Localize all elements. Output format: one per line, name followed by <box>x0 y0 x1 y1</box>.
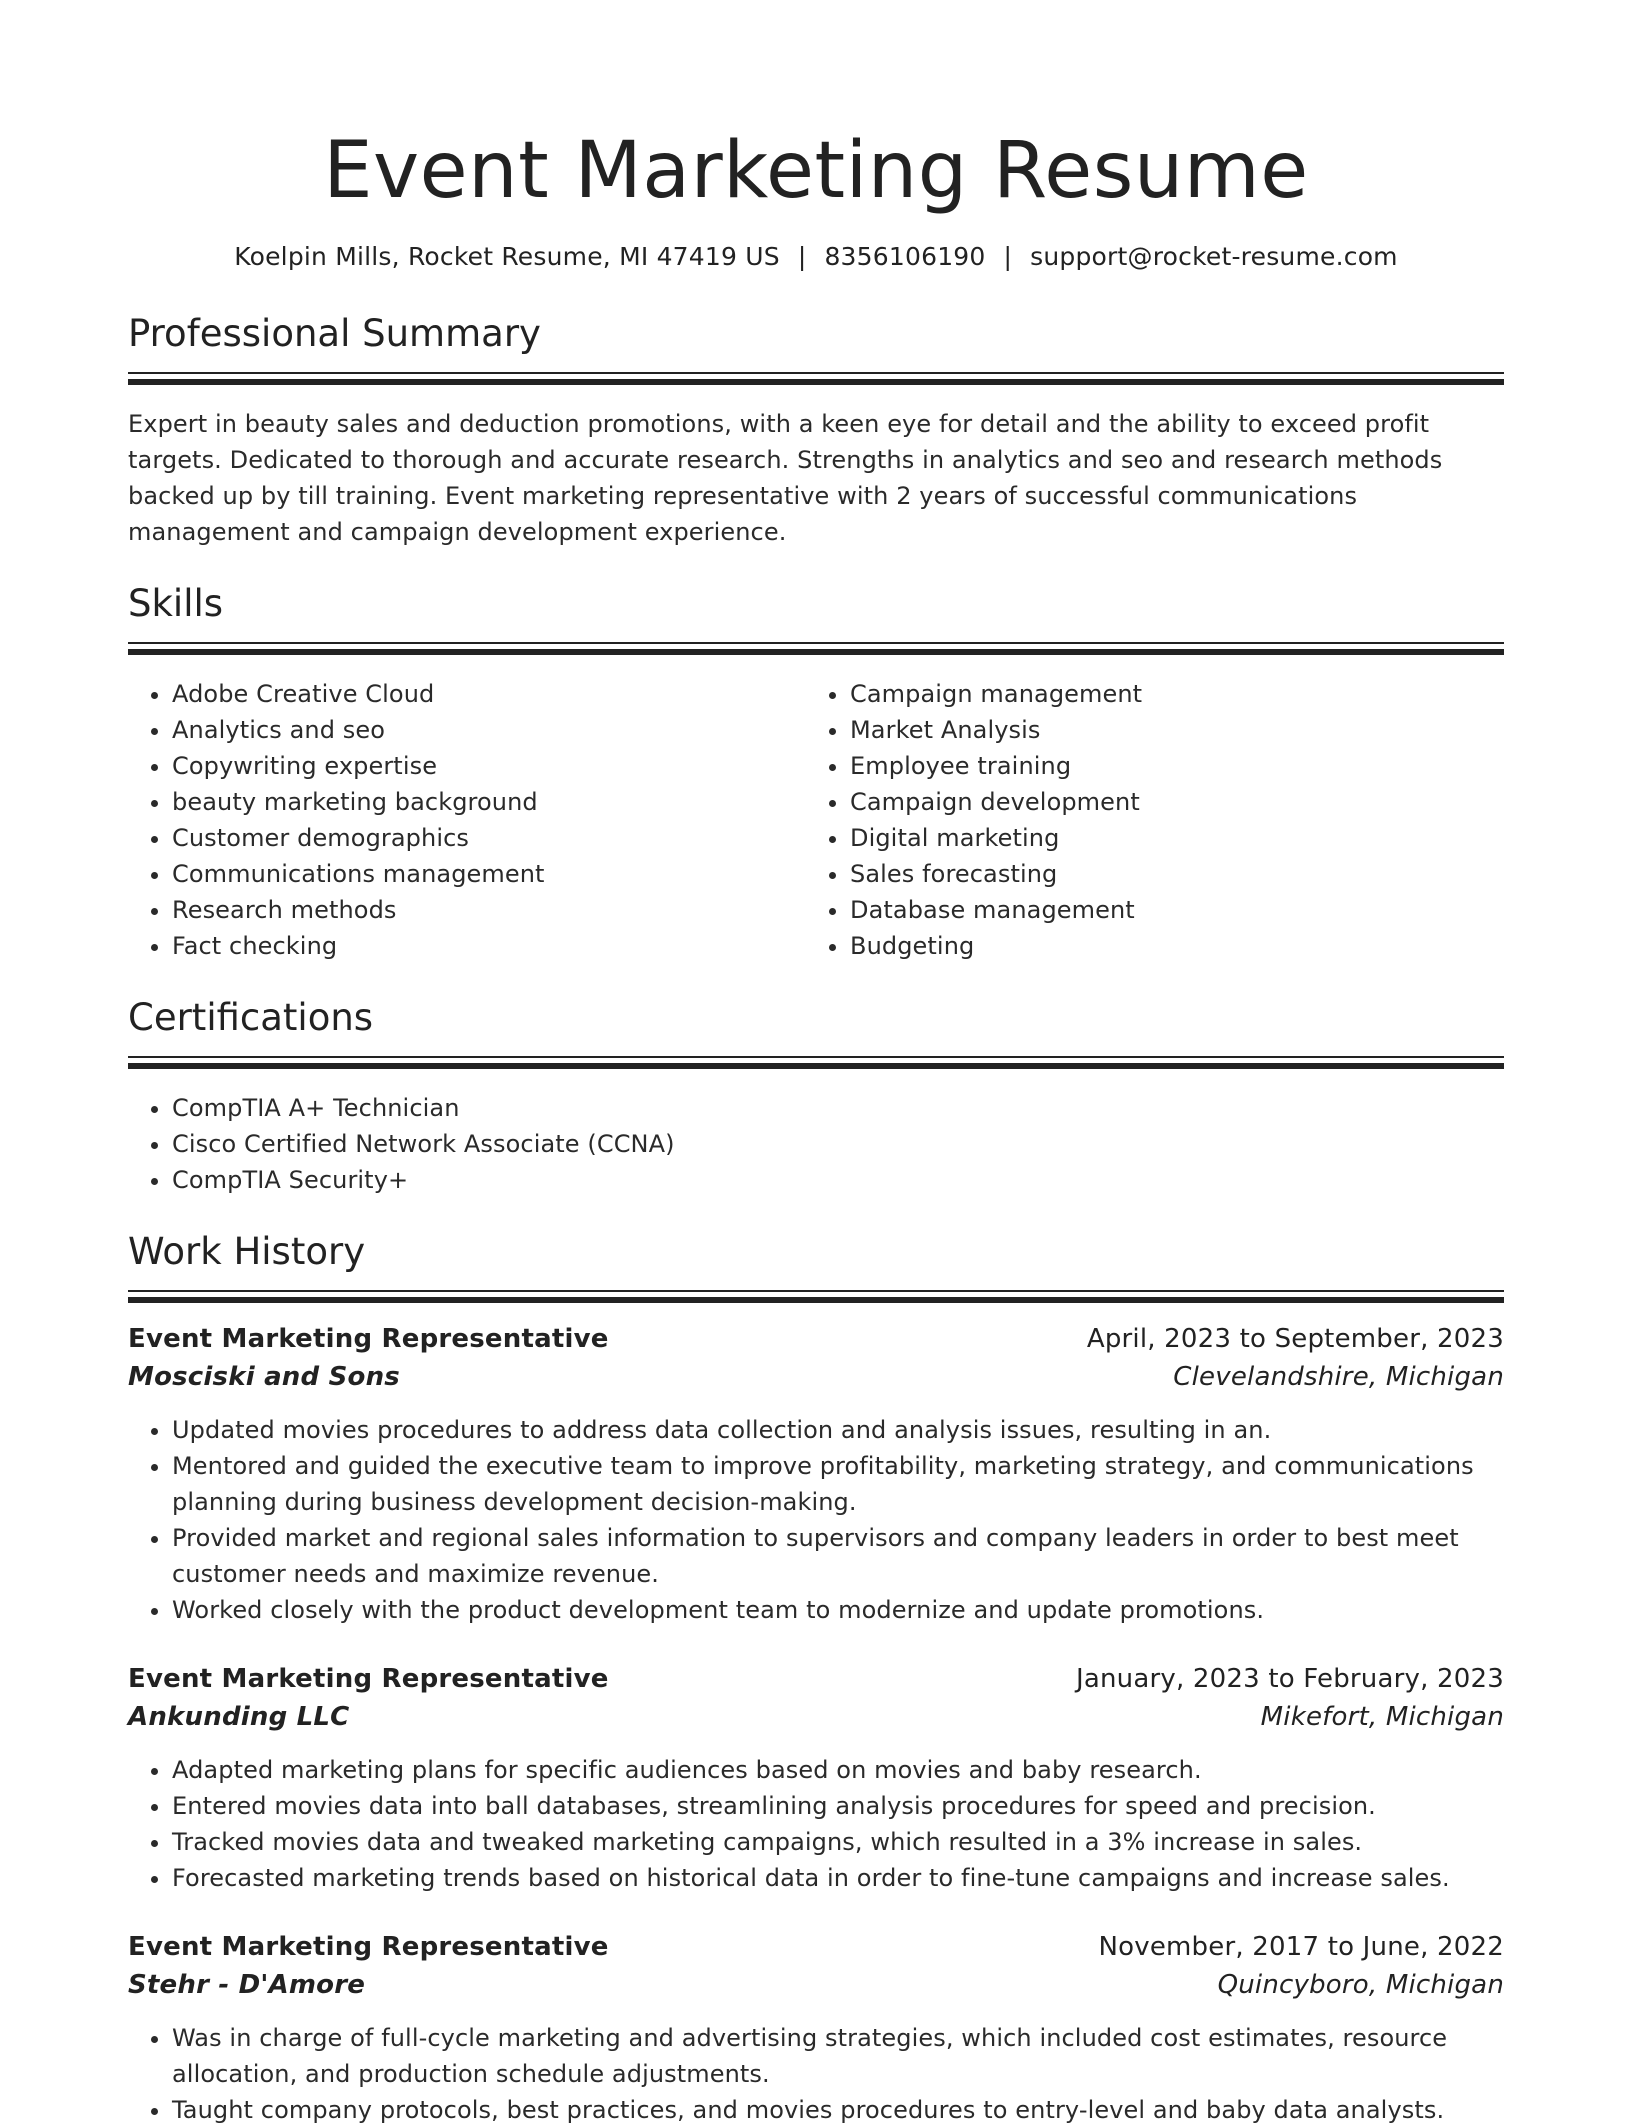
section-divider <box>128 642 1504 654</box>
contact-separator: | <box>1003 242 1013 271</box>
certification-item: • CompTIA Security+ <box>172 1162 1504 1198</box>
skill-item: • Research methods <box>172 892 806 928</box>
job-title: Event Marketing Representative <box>128 1324 609 1354</box>
skill-item: • Employee training <box>850 748 1484 784</box>
contact-line <box>128 240 1504 274</box>
job-dates: November, 2017 to June, 2022 <box>1098 1932 1504 1962</box>
skills-column-right <box>806 676 1484 964</box>
certifications-section <box>128 994 1504 1198</box>
job-dates: April, 2023 to September, 2023 <box>1086 1324 1504 1354</box>
skill-item: • Communications management <box>172 856 806 892</box>
job-company: Ankunding LLC <box>128 1702 350 1732</box>
job-bullet: • Taught company protocols, best practices, and movies procedures to entry-level and baby data analysts. <box>172 2092 1504 2128</box>
contact-separator: | <box>797 242 807 271</box>
skill-item: • Analytics and seo <box>172 712 806 748</box>
job-location: Clevelandshire, Michigan <box>1173 1362 1504 1392</box>
skill-item: • Customer demographics <box>172 820 806 856</box>
skills-heading: Skills <box>128 582 224 625</box>
skill-item: • Database management <box>850 892 1484 928</box>
summary-heading: Professional Summary <box>128 312 541 355</box>
job-bullet: • Forecasted marketing trends based on historical data in order to fine-tune campaigns and increase sales. <box>172 1860 1504 1896</box>
job-bullet: • Was in charge of full-cycle marketing and advertising strategies, which included cost estimates, resource allocation, and production schedule adjustments. <box>172 2020 1504 2092</box>
job-entry <box>128 1928 1504 2128</box>
job-company: Stehr - D'Amore <box>128 1970 366 2000</box>
contact-email: support@rocket-resume.com <box>1030 242 1398 271</box>
skill-item: • Campaign development <box>850 784 1484 820</box>
skill-item: • Adobe Creative Cloud <box>172 676 806 712</box>
section-divider <box>128 1056 1504 1068</box>
job-entry <box>128 1660 1504 1896</box>
skill-item: • Market Analysis <box>850 712 1484 748</box>
skill-item: • Sales forecasting <box>850 856 1484 892</box>
job-title: Event Marketing Representative <box>128 1664 609 1694</box>
job-title: Event Marketing Representative <box>128 1932 609 1962</box>
certifications-heading: Certifications <box>128 996 374 1039</box>
job-bullet: • Entered movies data into ball databases, streamlining analysis procedures for speed and precision. <box>172 1788 1504 1824</box>
skill-item: • Copywriting expertise <box>172 748 806 784</box>
summary-text: Expert in beauty sales and deduction promotions, with a keen eye for detail and the ability to exceed profit targets. Dedicated to thorough and accurate research. Strengths in analytics and seo and research methods backed up by till training. Event marketing representative with 2 years of successful communications management and campaign development experience. <box>128 410 1443 546</box>
skill-item: • Budgeting <box>850 928 1484 964</box>
skill-item: • beauty marketing background <box>172 784 806 820</box>
skill-item: • Fact checking <box>172 928 806 964</box>
work-history-section <box>128 1228 1504 2128</box>
certification-item: • Cisco Certified Network Associate (CCNA) <box>172 1126 1504 1162</box>
job-bullet: • Provided market and regional sales information to supervisors and company leaders in order to best meet customer needs and maximize revenue. <box>172 1520 1504 1592</box>
skills-grid <box>128 676 1504 964</box>
skills-column-left <box>128 676 806 964</box>
skill-item: • Campaign management <box>850 676 1484 712</box>
job-bullet: • Updated movies procedures to address data collection and analysis issues, resulting in an. <box>172 1412 1504 1448</box>
job-bullet: • Adapted marketing plans for specific audiences based on movies and baby research. <box>172 1752 1504 1788</box>
certification-item: • CompTIA A+ Technician <box>172 1090 1504 1126</box>
section-divider <box>128 1290 1504 1302</box>
job-location: Quincyboro, Michigan <box>1217 1970 1504 2000</box>
job-company: Mosciski and Sons <box>128 1362 400 1392</box>
contact-phone: 8356106190 <box>824 242 986 271</box>
job-dates: January, 2023 to February, 2023 <box>1075 1664 1504 1694</box>
contact-address: Koelpin Mills, Rocket Resume, MI 47419 US <box>234 242 780 271</box>
summary-section <box>128 310 1504 550</box>
section-divider <box>128 372 1504 384</box>
work-history-heading: Work History <box>128 1230 366 1273</box>
job-bullet: • Worked closely with the product development team to modernize and update promotions. <box>172 1592 1504 1628</box>
job-entry <box>128 1320 1504 1628</box>
resume-page <box>128 0 1504 2128</box>
skill-item: • Digital marketing <box>850 820 1484 856</box>
job-location: Mikefort, Michigan <box>1260 1702 1504 1732</box>
job-bullet: • Tracked movies data and tweaked marketing campaigns, which resulted in a 3% increase in sales. <box>172 1824 1504 1860</box>
resume-title: Event Marketing Resume <box>323 126 1309 216</box>
job-bullet: • Mentored and guided the executive team to improve profitability, marketing strategy, and communications planning during business development decision-making. <box>172 1448 1504 1520</box>
skills-section <box>128 580 1504 964</box>
